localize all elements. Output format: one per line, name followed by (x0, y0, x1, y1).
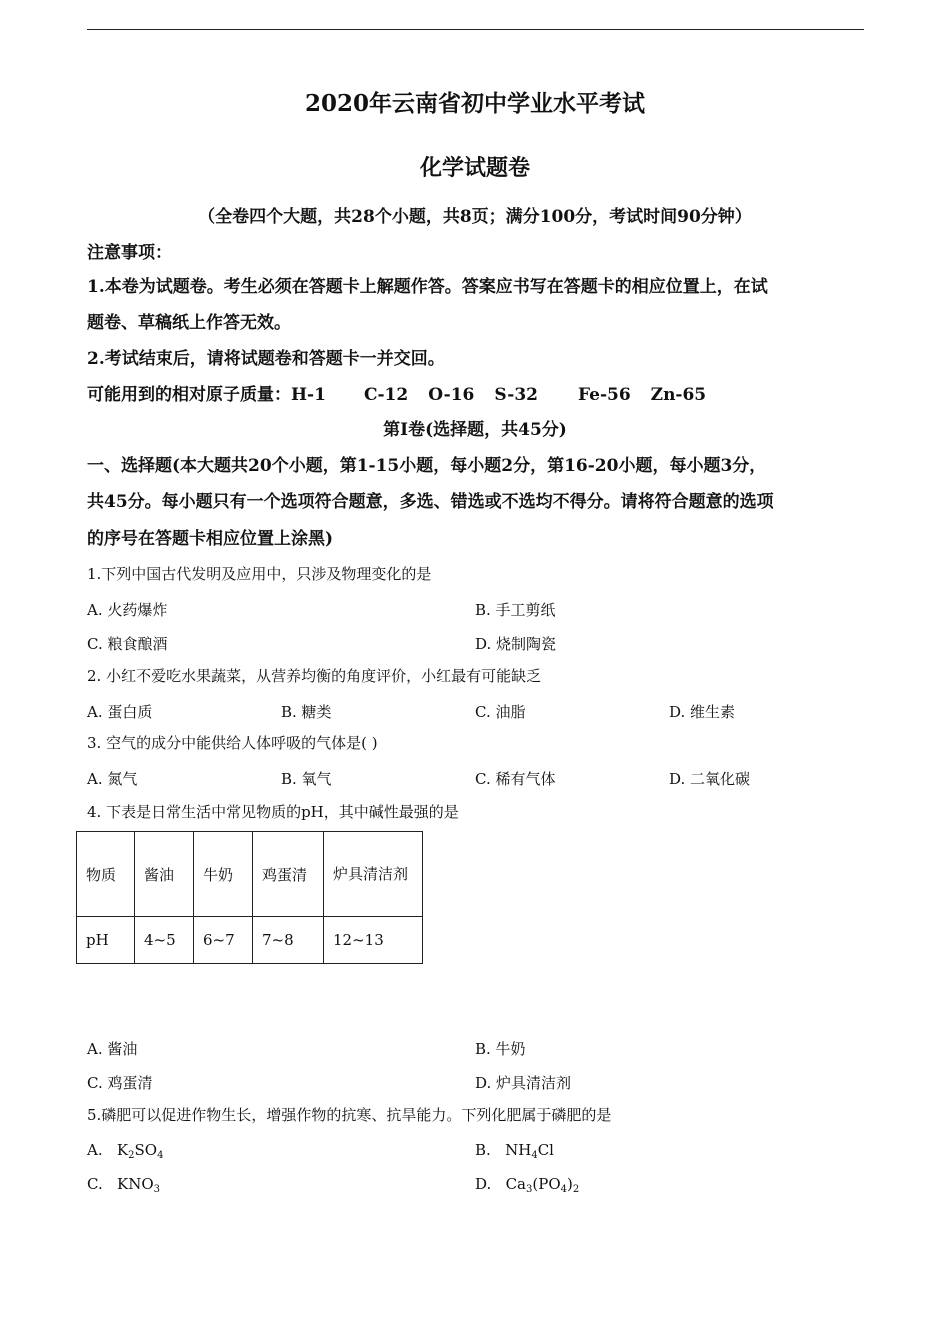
atomic-masses (87, 385, 706, 405)
exam-subtitle: 化学试题卷 (419, 155, 530, 181)
mass-c: C-12 (363, 385, 409, 405)
q4-option-d: D. 炉具清洁剂 (475, 1074, 572, 1092)
formula-subscript: 3 (153, 1184, 161, 1195)
table-cell: 12~13 (324, 917, 423, 964)
formula-part: SO (134, 1141, 158, 1159)
table-row (77, 917, 423, 964)
formula-subscript: 3 (526, 1184, 533, 1195)
formula-part: K (116, 1141, 129, 1159)
table-cell: 鸡蛋清 (253, 832, 324, 917)
question-4-stem: 4. 下表是日常生活中常见物质的pH，其中碱性最强的是 (87, 803, 459, 821)
q3-option-b: B. 氧气 (281, 770, 332, 788)
q4-option-c: C. 鸡蛋清 (87, 1074, 153, 1092)
formula-part: (PO (532, 1175, 561, 1193)
q4-option-a: A. 酱油 (87, 1040, 138, 1058)
q2-option-c: C. 油脂 (475, 703, 526, 721)
table-cell: 4~5 (135, 917, 194, 964)
mass-zn: Zn-65 (650, 385, 707, 405)
notes-line-1a: 1.本卷为试题卷。考生必须在答题卡上解题作答。答案应书写在答题卡的相应位置上，在试 (87, 277, 768, 297)
q3-option-c: C. 稀有气体 (475, 770, 556, 788)
q2-option-b: B. 糖类 (281, 703, 332, 721)
header-rule (87, 29, 864, 30)
notes-line-2: 2.考试结束后，请将试题卷和答题卡一并交回。 (87, 349, 445, 369)
section-title: 第Ⅰ卷(选择题，共45分) (383, 420, 567, 440)
q1-option-d: D. 烧制陶瓷 (475, 635, 557, 653)
section-intro-2: 共45分。每小题只有一个选项符合题意，多选、错选或不选均不得分。请将符合题意的选项 (87, 492, 774, 512)
table-cell: pH (77, 917, 135, 964)
q1-option-b: B. 手工剪纸 (475, 601, 556, 619)
section-intro-3: 的序号在答题卡相应位置上涂黑) (87, 529, 334, 549)
q1-option-c: C. 粮食酿酒 (87, 635, 168, 653)
atomic-masses-label: 可能用到的相对原子质量： (87, 385, 291, 405)
mass-s: S-32 (494, 385, 538, 405)
formula-subscript: 4 (157, 1150, 164, 1161)
formula-part: ) (567, 1175, 573, 1193)
formula-subscript: 4 (531, 1150, 538, 1161)
question-1-stem: 1.下列中国古代发明及应用中，只涉及物理变化的是 (87, 565, 432, 583)
table-cell: 6~7 (194, 917, 253, 964)
q5-option-b-label: B. (475, 1141, 491, 1159)
q4-option-b: B. 牛奶 (475, 1040, 526, 1058)
table-cell: 炉具清洁剂 (324, 832, 423, 917)
table-cell: 物质 (77, 832, 135, 917)
table-row (77, 832, 423, 917)
q3-option-a: A. 氮气 (87, 770, 138, 788)
formula-part: Ca (505, 1175, 526, 1193)
formula-part: NH (505, 1141, 532, 1159)
exam-info: （全卷四个大题，共28个小题，共8页；满分100分，考试时间90分钟） (198, 207, 752, 227)
ph-table (76, 831, 423, 964)
question-2-stem: 2. 小红不爱吃水果蔬菜，从营养均衡的角度评价，小红最有可能缺乏 (87, 667, 542, 685)
table-cell: 7~8 (253, 917, 324, 964)
q5-option-b (475, 1141, 554, 1161)
formula-part: KNO (117, 1175, 154, 1193)
notes-line-1b: 题卷、草稿纸上作答无效。 (87, 313, 291, 333)
formula-subscript: 4 (560, 1184, 567, 1195)
formula-subscript: 2 (128, 1150, 135, 1161)
mass-h: H-1 (291, 385, 326, 405)
notes-heading: 注意事项： (87, 243, 172, 263)
q5-option-d (475, 1175, 579, 1195)
table-cell: 酱油 (135, 832, 194, 917)
section-intro-1: 一、选择题(本大题共20个小题，第1-15小题，每小题2分，第16-20小题，每小题3分， (87, 456, 767, 476)
q3-option-d: D. 二氧化碳 (669, 770, 751, 788)
q5-option-d-label: D. (475, 1175, 492, 1193)
formula-part: Cl (537, 1141, 554, 1159)
question-5-stem: 5.磷肥可以促进作物生长，增强作物的抗寒、抗旱能力。下列化肥属于磷肥的是 (87, 1106, 612, 1124)
table-cell: 牛奶 (194, 832, 253, 917)
formula-subscript: 2 (572, 1184, 580, 1195)
q5-option-c-label: C. (87, 1175, 103, 1193)
q5-option-a-label: A. (87, 1141, 103, 1159)
q5-option-a (87, 1141, 163, 1161)
q1-option-a: A. 火药爆炸 (87, 601, 168, 619)
q2-option-d: D. 维生素 (669, 703, 736, 721)
q2-option-a: A. 蛋白质 (87, 703, 153, 721)
exam-title: 2020年云南省初中学业水平考试 (304, 90, 645, 117)
mass-o: O-16 (428, 385, 475, 405)
question-3-stem: 3. 空气的成分中能供给人体呼吸的气体是( ) (87, 734, 378, 752)
q5-option-c (87, 1175, 160, 1195)
mass-fe: Fe-56 (577, 385, 631, 405)
